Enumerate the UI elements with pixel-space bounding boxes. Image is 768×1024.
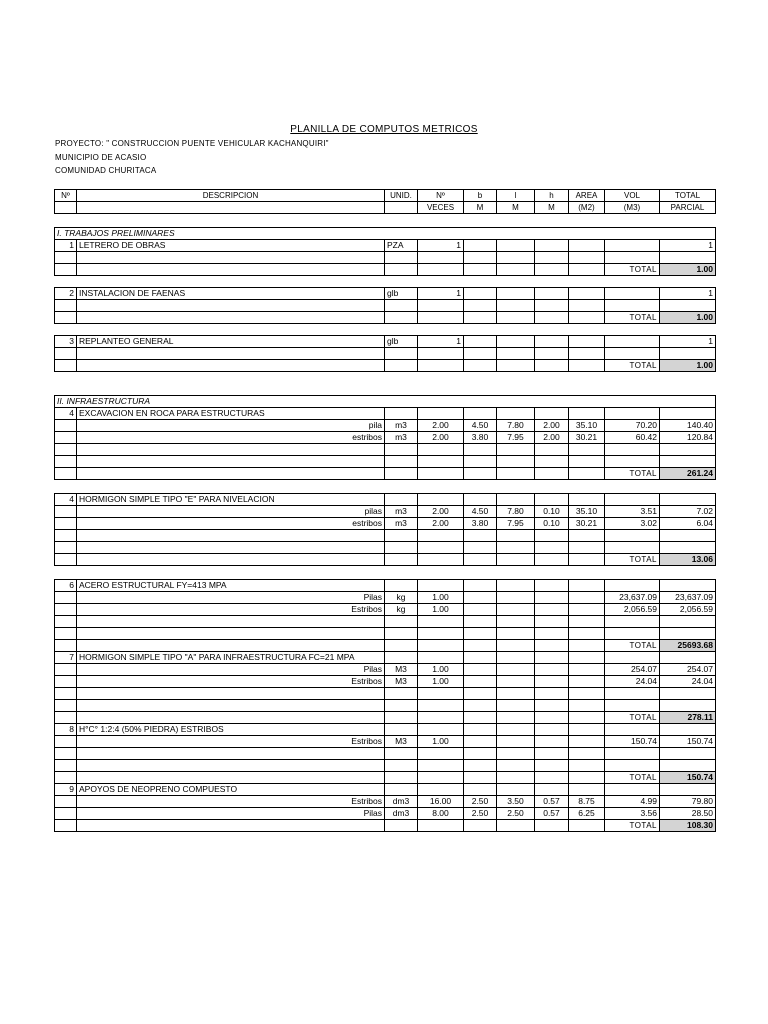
total-label: TOTAL [605,360,660,372]
row-h [535,592,569,604]
row-area: 8.75 [569,796,605,808]
col-n-header: Nº [55,190,77,202]
row-h: 2.00 [535,432,569,444]
total-value: 13.06 [660,554,716,566]
measure-row [55,432,716,444]
measure-row [55,676,716,688]
total-row [55,640,716,652]
total-label: TOTAL [605,312,660,324]
item-number: 9 [55,784,77,796]
row-area: 35.10 [569,506,605,518]
row-l [497,604,535,616]
col-b-unit: M [464,202,497,214]
row-parcial: 254.07 [660,664,716,676]
col-area-header: AREA [569,190,605,202]
row-vol: 24.04 [605,676,660,688]
total-value: 108.30 [660,820,716,832]
row-l [497,676,535,688]
empty-row [55,456,716,468]
row-unit: M3 [385,676,418,688]
total-label: TOTAL [605,468,660,480]
row-parcial: 120.84 [660,432,716,444]
item-description: H°C° 1:2:4 (50% PIEDRA) ESTRIBOS [77,724,385,736]
item-row [55,652,716,664]
total-label: TOTAL [605,820,660,832]
row-b: 3.80 [464,432,497,444]
total-value: 278.11 [660,712,716,724]
computos-table [54,189,716,832]
col-desc-header: DESCRIPCION [77,190,385,202]
item-unit: glb [385,288,418,300]
row-area: 30.21 [569,518,605,530]
measure-row [55,664,716,676]
item-veces: 1 [418,240,464,252]
row-label: estribos [77,432,385,444]
row-l: 7.80 [497,420,535,432]
col-l-unit: M [497,202,535,214]
measure-row [55,796,716,808]
row-unit: m3 [385,518,418,530]
row-b [464,604,497,616]
municipio-line: MUNICIPIO DE ACASIO [55,153,147,162]
col-area-unit: (M2) [569,202,605,214]
total-label: TOTAL [605,772,660,784]
empty-row [55,444,716,456]
comunidad-line: COMUNIDAD CHURITACA [55,166,157,175]
row-unit: kg [385,592,418,604]
row-b: 4.50 [464,506,497,518]
row-unit: M3 [385,736,418,748]
row-vol: 23,637.09 [605,592,660,604]
row-label: Estribos [77,736,385,748]
col-vol-unit: (M3) [605,202,660,214]
row-h [535,736,569,748]
empty-row [55,760,716,772]
row-veces: 2.00 [418,506,464,518]
row-veces: 1.00 [418,604,464,616]
spacer-row [55,384,716,396]
measure-row [55,592,716,604]
row-unit: dm3 [385,808,418,820]
empty-row [55,348,716,360]
item-number: 4 [55,494,77,506]
measure-row [55,604,716,616]
row-veces: 1.00 [418,664,464,676]
col-h-header: h [535,190,569,202]
item-number: 3 [55,336,77,348]
col-total-unit: PARCIAL [660,202,716,214]
total-row [55,820,716,832]
item-number: 8 [55,724,77,736]
row-veces: 1.00 [418,676,464,688]
sheet-title: PLANILLA DE COMPUTOS METRICOS [290,124,478,135]
section-row [55,228,716,240]
total-row [55,360,716,372]
row-l [497,736,535,748]
row-label: Estribos [77,676,385,688]
measure-row [55,518,716,530]
total-row [55,772,716,784]
measure-row [55,506,716,518]
row-l: 2.50 [497,808,535,820]
spacer-row [55,372,716,384]
row-unit: m3 [385,432,418,444]
row-area: 6.25 [569,808,605,820]
item-row [55,408,716,420]
row-h: 0.57 [535,808,569,820]
item-veces: 1 [418,336,464,348]
row-vol: 3.02 [605,518,660,530]
item-description: INSTALACION DE FAENAS [77,288,385,300]
measure-row [55,420,716,432]
row-l: 7.95 [497,432,535,444]
item-row [55,784,716,796]
row-label: estribos [77,518,385,530]
row-vol: 60.42 [605,432,660,444]
total-label: TOTAL [605,554,660,566]
item-row [55,240,716,252]
row-l: 7.80 [497,506,535,518]
measure-row [55,736,716,748]
row-h: 0.10 [535,518,569,530]
item-description: APOYOS DE NEOPRENO COMPUESTO [77,784,385,796]
item-number: 4 [55,408,77,420]
row-veces: 8.00 [418,808,464,820]
row-b: 3.80 [464,518,497,530]
item-description: LETRERO DE OBRAS [77,240,385,252]
spacer-row [55,276,716,288]
row-h [535,664,569,676]
row-parcial: 28.50 [660,808,716,820]
row-unit: kg [385,604,418,616]
row-parcial: 23,637.09 [660,592,716,604]
col-veces-unit: VECES [418,202,464,214]
row-label: Pilas [77,592,385,604]
item-number: 1 [55,240,77,252]
row-h [535,604,569,616]
row-area: 30.21 [569,432,605,444]
header-row-1 [55,190,716,202]
section-row [55,396,716,408]
spacer-row [55,214,716,228]
total-row [55,468,716,480]
item-unit: PZA [385,240,418,252]
item-description: REPLANTEO GENERAL [77,336,385,348]
row-parcial: 24.04 [660,676,716,688]
row-area [569,604,605,616]
total-label: TOTAL [605,640,660,652]
item-parcial: 1 [660,240,716,252]
row-parcial: 6.04 [660,518,716,530]
col-b-header: b [464,190,497,202]
project-line: PROYECTO: " CONSTRUCCION PUENTE VEHICULAR KACHANQUIRI" [55,139,329,148]
row-veces: 1.00 [418,736,464,748]
row-vol: 2,056.59 [605,604,660,616]
item-veces: 1 [418,288,464,300]
total-value: 1.00 [660,312,716,324]
row-unit: m3 [385,420,418,432]
row-unit: M3 [385,664,418,676]
row-parcial: 150.74 [660,736,716,748]
row-label: pila [77,420,385,432]
item-unit: glb [385,336,418,348]
empty-row [55,616,716,628]
empty-row [55,628,716,640]
row-vol: 3.56 [605,808,660,820]
total-row [55,554,716,566]
total-row [55,312,716,324]
header-row-2 [55,202,716,214]
row-area: 35.10 [569,420,605,432]
row-veces: 2.00 [418,432,464,444]
row-l [497,664,535,676]
item-row [55,580,716,592]
col-veces-header: Nº [418,190,464,202]
row-area [569,676,605,688]
row-vol: 3.51 [605,506,660,518]
row-b: 2.50 [464,796,497,808]
spacer-row [55,566,716,580]
row-area [569,664,605,676]
row-label: Pilas [77,664,385,676]
row-vol: 150.74 [605,736,660,748]
empty-row [55,300,716,312]
row-h: 0.57 [535,796,569,808]
item-number: 2 [55,288,77,300]
row-vol: 4.99 [605,796,660,808]
item-number: 6 [55,580,77,592]
row-h [535,676,569,688]
total-value: 1.00 [660,360,716,372]
row-parcial: 2,056.59 [660,604,716,616]
row-parcial: 140.40 [660,420,716,432]
row-b: 4.50 [464,420,497,432]
row-area [569,592,605,604]
item-row [55,336,716,348]
total-row [55,264,716,276]
col-total-header: TOTAL [660,190,716,202]
empty-row [55,688,716,700]
item-row [55,288,716,300]
row-unit: m3 [385,506,418,518]
row-l [497,592,535,604]
row-vol: 70.20 [605,420,660,432]
row-veces: 16.00 [418,796,464,808]
row-b [464,736,497,748]
item-description: EXCAVACION EN ROCA PARA ESTRUCTURAS [77,408,385,420]
row-vol: 254.07 [605,664,660,676]
total-value: 261.24 [660,468,716,480]
row-unit: dm3 [385,796,418,808]
row-label: Pilas [77,808,385,820]
row-h: 2.00 [535,420,569,432]
row-parcial: 79.80 [660,796,716,808]
row-label: Estribos [77,604,385,616]
row-veces: 2.00 [418,420,464,432]
total-value: 25693.68 [660,640,716,652]
item-number: 7 [55,652,77,664]
item-description: HORMIGON SIMPLE TIPO "A" PARA INFRAESTRUCTURA FC=21 MPA [77,652,385,664]
col-vol-header: VOL [605,190,660,202]
row-l: 7.95 [497,518,535,530]
total-row [55,712,716,724]
spacer-row [55,324,716,336]
row-b [464,676,497,688]
empty-row [55,748,716,760]
item-row [55,724,716,736]
section-title: II. INFRAESTRUCTURA [55,396,716,408]
total-value: 150.74 [660,772,716,784]
row-parcial: 7.02 [660,506,716,518]
item-row [55,494,716,506]
row-label: Estribos [77,796,385,808]
section-title: I. TRABAJOS PRELIMINARES [55,228,716,240]
measure-row [55,808,716,820]
empty-row [55,700,716,712]
col-l-header: l [497,190,535,202]
empty-row [55,252,716,264]
spacer-row [55,480,716,494]
row-h: 0.10 [535,506,569,518]
row-label: pilas [77,506,385,518]
col-unid-header: UNID. [385,190,418,202]
total-label: TOTAL [605,712,660,724]
row-b [464,592,497,604]
row-area [569,736,605,748]
row-b: 2.50 [464,808,497,820]
item-parcial: 1 [660,288,716,300]
col-h-unit: M [535,202,569,214]
item-description: HORMIGON SIMPLE TIPO "E" PARA NIVELACION [77,494,385,506]
total-value: 1.00 [660,264,716,276]
row-veces: 2.00 [418,518,464,530]
row-b [464,664,497,676]
total-label: TOTAL [605,264,660,276]
row-l: 3.50 [497,796,535,808]
row-veces: 1.00 [418,592,464,604]
item-parcial: 1 [660,336,716,348]
empty-row [55,530,716,542]
item-description: ACERO ESTRUCTURAL FY=413 MPA [77,580,385,592]
empty-row [55,542,716,554]
